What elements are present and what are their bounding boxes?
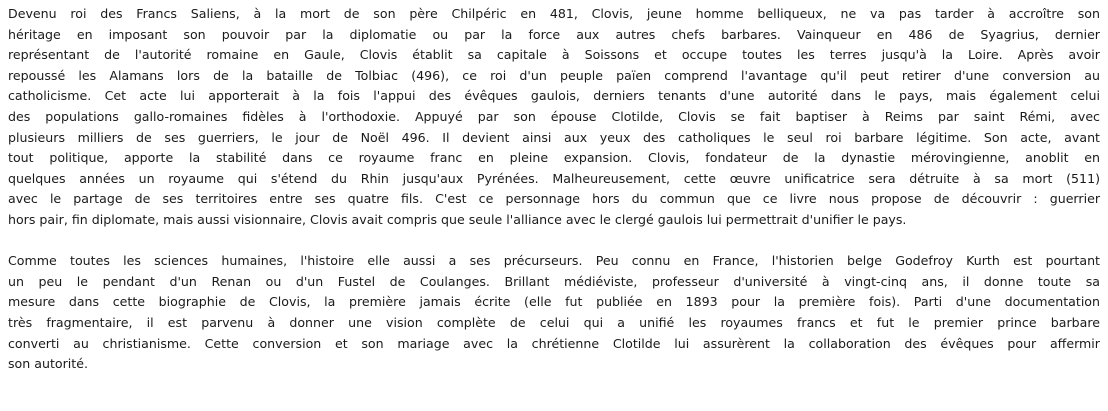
text-line: représentant de l'autorité romaine en Gaule, Clovis établit sa capitale à Soissons et occupe toutes les terres jusqu'à la Loire. Après avoir <box>8 47 1100 63</box>
paragraph <box>8 4 1100 231</box>
document-body <box>8 4 1100 395</box>
text-line: repoussé les Alamans lors de la bataille de Tolbiac (496), ce roi d'un peuple païen comprend l'avantage qu'il peut retirer d'une conversion au <box>8 67 1100 83</box>
text-line: son autorité. <box>8 356 88 372</box>
text-line: plusieurs milliers de ses guerriers, le jour de Noël 496. Il devient ainsi aux yeux des catholiques le seul roi barbare légitime. Son acte, avant <box>8 129 1100 145</box>
text-line: Devenu roi des Francs Saliens, à la mort de son père Chilpéric en 481, Clovis, jeune homme belliqueux, ne va pas tarder à accroître son <box>8 6 1100 21</box>
text-line: un peu le pendant d'un Renan ou d'un Fustel de Coulanges. Brillant médiéviste, professeur d'université à vingt-cinq ans, il donne toute sa <box>8 273 1100 289</box>
text-line: très fragmentaire, il est parvenu à donner une vision complète de celui qui a unifié les royaumes francs et fut le premier prince barbare <box>8 314 1100 330</box>
text-line: hors pair, fin diplomate, mais aussi visionnaire, Clovis avait compris que seule l'alliance avec le clergé gaulois lui permettrait d'unifier le pays. <box>8 211 907 227</box>
text-line: tout politique, apporte la stabilité dans ce royaume franc en pleine expansion. Clovis, fondateur de la dynastie mérovingienne, anoblit en <box>8 150 1100 166</box>
text-line: mesure dans cette biographie de Clovis, la première jamais écrite (elle fut publiée en 1893 pour la première fois). Parti d'une documentation <box>8 294 1100 310</box>
text-line: Comme toutes les sciences humaines, l'histoire elle aussi a ses précurseurs. Peu connu en France, l'historien belge Godefroy Kurth est pourtant <box>8 253 1100 269</box>
text-line: converti au christianisme. Cette conversion et son mariage avec la chrétienne Clotilde lui assurèrent la collaboration des évêques pour affermir <box>8 335 1100 351</box>
text-line: catholicisme. Cet acte lui apporterait à la fois l'appui des évêques gaulois, derniers tenants d'une autorité dans le pays, mais également celui <box>8 88 1100 104</box>
text-line: des populations gallo-romaines fidèles à l'orthodoxie. Appuyé par son épouse Clotilde, Clovis se fait baptiser à Reims par saint Rémi, avec <box>8 108 1100 124</box>
paragraph <box>8 251 1100 375</box>
text-line: avec le partage de ses territoires entre ses quatre fils. C'est ce personnage hors du commun que ce livre nous propose de découvrir : guerrier <box>8 191 1100 207</box>
text-line: héritage en imposant son pouvoir par la diplomatie ou par la force aux autres chefs barbares. Vainqueur en 486 de Syagrius, dernier <box>8 26 1100 42</box>
text-line: quelques années un royaume qui s'étend du Rhin jusqu'aux Pyrénées. Malheureusement, cette œuvre unificatrice sera détruite à sa mort (511) <box>8 170 1100 186</box>
